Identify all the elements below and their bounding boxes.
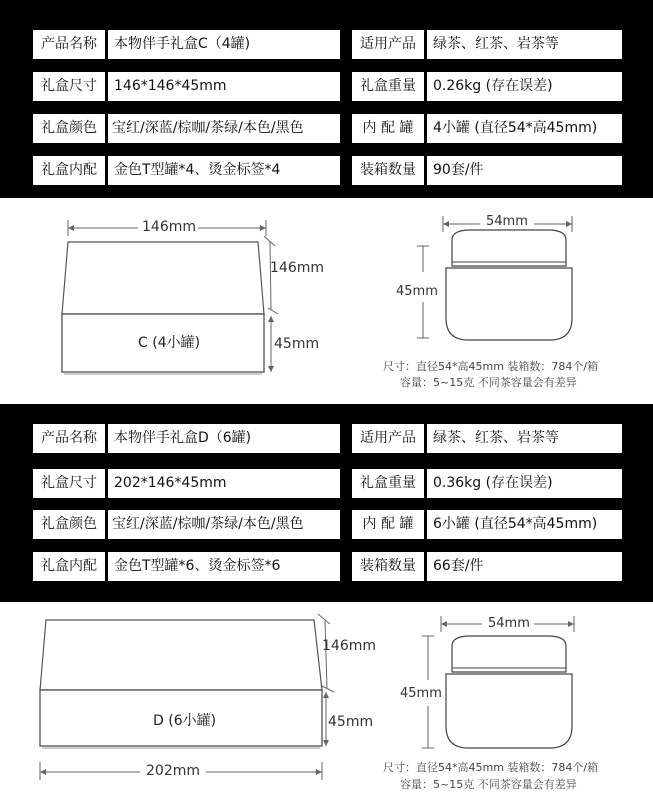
- spec-label: 产品名称: [33, 424, 105, 453]
- spec-label: 礼盒颜色: [33, 510, 105, 539]
- spec-value: 6小罐 (直径54*高45mm): [427, 510, 622, 539]
- spec-row-size: [33, 72, 340, 101]
- spec-row-cans: [352, 114, 622, 143]
- box-model-name: D (6小罐): [153, 713, 217, 729]
- spec-label: 礼盒颜色: [33, 114, 105, 143]
- spec-label: 装箱数量: [352, 552, 424, 581]
- spec-label: 礼盒尺寸: [33, 469, 105, 498]
- spec-row-color: [33, 114, 340, 143]
- box-height-dimension: 45mm: [328, 714, 374, 730]
- spec-label: 礼盒内配: [33, 156, 105, 185]
- spec-value: 本物伴手礼盒D（6罐): [108, 424, 340, 453]
- spec-row-inner: [33, 552, 340, 581]
- spec-value: 0.36kg (存在误差): [427, 469, 622, 498]
- spec-row-use: [352, 424, 622, 453]
- spec-panel-c: [0, 0, 653, 198]
- jar-note-line1: 尺寸：直径54*高45mm 装箱数：784个/箱: [383, 360, 599, 373]
- spec-row-name: [33, 424, 340, 453]
- spec-value: 宝红/深蓝/棕咖/茶绿/本色/黑色: [108, 510, 340, 539]
- box-depth-dimension: 146mm: [322, 638, 376, 654]
- spec-value: 90套/件: [427, 156, 622, 185]
- spec-row-weight: [352, 469, 622, 498]
- spec-label: 适用产品: [352, 424, 424, 453]
- spec-row-size: [33, 469, 340, 498]
- spec-row-inner: [33, 156, 340, 185]
- spec-row-pack: [352, 552, 622, 581]
- spec-value: 绿茶、红茶、岩茶等: [427, 424, 622, 453]
- jar-diameter-dimension: 54mm: [488, 616, 530, 631]
- spec-value: 146*146*45mm: [108, 72, 340, 101]
- spec-value: 绿茶、红茶、岩茶等: [427, 30, 622, 59]
- spec-label: 适用产品: [352, 30, 424, 59]
- spec-label: 内 配 罐: [352, 114, 424, 143]
- spec-label: 内 配 罐: [352, 510, 424, 539]
- jar-diameter-dimension: 54mm: [486, 214, 528, 229]
- spec-value: 4小罐 (直径54*高45mm): [427, 114, 622, 143]
- spec-value: 本物伴手礼盒C（4罐): [108, 30, 340, 59]
- jar-note-line2: 容量：5~15克 不同茶容量会有差异: [400, 778, 577, 791]
- spec-label: 礼盒重量: [352, 469, 424, 498]
- spec-panel-d: [0, 404, 653, 602]
- jar-note-line1: 尺寸：直径54*高45mm 装箱数：784个/箱: [383, 761, 599, 774]
- spec-label: 礼盒内配: [33, 552, 105, 581]
- spec-row-pack: [352, 156, 622, 185]
- spec-label: 礼盒尺寸: [33, 72, 105, 101]
- jar-height-dimension: 45mm: [400, 686, 442, 701]
- box-width-dimension: 146mm: [142, 219, 196, 235]
- jar-note-line2: 容量：5~15克 不同茶容量会有差异: [400, 376, 577, 389]
- box-width-dimension: 202mm: [146, 763, 200, 779]
- box-model-name: C (4小罐): [138, 335, 201, 351]
- box-depth-dimension: 146mm: [270, 260, 324, 276]
- spec-value: 202*146*45mm: [108, 469, 340, 498]
- box-height-dimension: 45mm: [274, 336, 320, 352]
- spec-row-color: [33, 510, 340, 539]
- spec-value: 0.26kg (存在误差): [427, 72, 622, 101]
- spec-row-name: [33, 30, 340, 59]
- spec-label: 礼盒重量: [352, 72, 424, 101]
- jar-height-dimension: 45mm: [396, 284, 438, 299]
- spec-value: 金色T型罐*6、烫金标签*6: [108, 552, 340, 581]
- spec-row-cans: [352, 510, 622, 539]
- diagram-c: [0, 198, 653, 404]
- spec-value: 宝红/深蓝/棕咖/茶绿/本色/黑色: [108, 114, 340, 143]
- spec-label: 产品名称: [33, 30, 105, 59]
- spec-value: 金色T型罐*4、烫金标签*4: [108, 156, 340, 185]
- spec-row-use: [352, 30, 622, 59]
- spec-value: 66套/件: [427, 552, 622, 581]
- spec-label: 装箱数量: [352, 156, 424, 185]
- spec-row-weight: [352, 72, 622, 101]
- diagram-d: [0, 602, 653, 800]
